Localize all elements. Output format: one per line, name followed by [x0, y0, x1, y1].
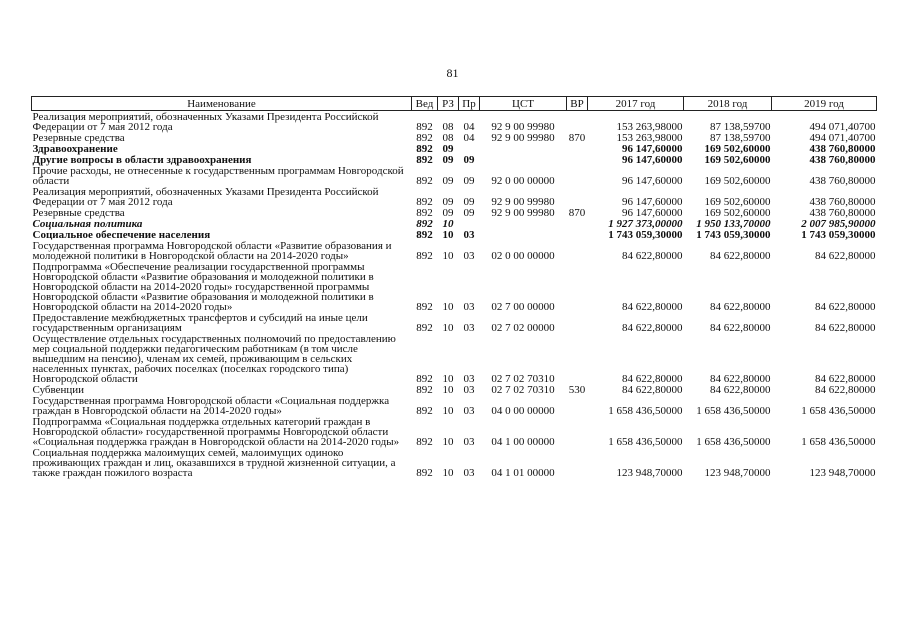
cell-rz: 10: [442, 436, 454, 448]
cell-2017: 96 147,60000: [622, 175, 683, 187]
cell-2017: 96 147,60000: [622, 143, 683, 155]
cell-ved: 892: [416, 467, 433, 479]
row-name: Резервные средства: [32, 132, 125, 144]
row-name: Социальное обеспечение населения: [32, 229, 211, 241]
cell-2019: 438 760,80000: [809, 143, 876, 155]
cell-2019: 438 760,80000: [809, 154, 876, 166]
table-header-row: [32, 97, 877, 111]
table-row: [32, 165, 877, 186]
row-name: Резервные средства: [32, 207, 125, 219]
cell-2017: 96 147,60000: [622, 196, 683, 208]
cell-pr: 03: [463, 384, 475, 396]
cell-2019: 1 743 059,30000: [801, 229, 876, 241]
cell-pr: 09: [463, 196, 475, 208]
row-name: Подпрограмма «Обеспечение реализации государственной программы Новгородской области «Развитие образования и молодежной политики в Новгородской области на 2014-2020 годы» государственной программы Новгородской области «Развитие образования и молодежной политики в Новгородской области на 2014-2020 годы»: [32, 261, 374, 313]
column-header: 2019 год: [772, 97, 877, 111]
cell-cst: 02 7 02 70310: [491, 384, 555, 396]
column-header: РЗ: [438, 97, 459, 111]
cell-rz: 08: [442, 132, 454, 144]
cell-vr: [567, 154, 588, 165]
cell-pr: 09: [463, 175, 475, 187]
cell-rz: 10: [442, 250, 454, 262]
cell-vr: [567, 261, 588, 312]
cell-pr: [459, 218, 480, 229]
cell-2018: 1 658 436,50000: [696, 405, 771, 417]
cell-rz: 10: [442, 229, 454, 241]
cell-ved: 892: [416, 132, 433, 144]
table-row: [32, 261, 877, 312]
cell-ved: 892: [416, 436, 433, 448]
cell-cst: 92 0 00 00000: [491, 175, 555, 187]
cell-2019: 494 071,40700: [809, 132, 876, 144]
cell-pr: 03: [463, 322, 475, 334]
cell-2019: 84 622,80000: [815, 250, 876, 262]
cell-vr: [567, 416, 588, 447]
cell-ved: 892: [416, 121, 433, 133]
cell-2018: 123 948,70000: [704, 467, 771, 479]
cell-2019: 438 760,80000: [809, 207, 876, 219]
cell-pr: 04: [463, 132, 475, 144]
table-row: [32, 154, 877, 165]
row-name: Государственная программа Новгородской области «Развитие образования и молодежной политики в Новгородской области на 2014-2020 годы»: [32, 240, 392, 262]
cell-2018: 84 622,80000: [710, 384, 771, 396]
cell-cst: 02 0 00 00000: [491, 250, 555, 262]
cell-2018: 169 502,60000: [704, 207, 771, 219]
cell-2018: 1 950 133,70000: [696, 218, 771, 230]
row-name: Реализация мероприятий, обозначенных Указами Президента Российской Федерации от 7 мая 2012 года: [32, 186, 379, 208]
cell-pr: 04: [463, 121, 475, 133]
cell-ved: 892: [416, 322, 433, 334]
cell-2019: 2 007 985,90000: [801, 218, 876, 230]
table-row: [32, 143, 877, 154]
cell-pr: 09: [463, 207, 475, 219]
cell-pr: 03: [463, 405, 475, 417]
table-row: [32, 229, 877, 240]
budget-table: [31, 96, 877, 478]
cell-ved: 892: [416, 405, 433, 417]
cell-cst: 92 9 00 99980: [491, 132, 555, 144]
cell-2017: 1 658 436,50000: [608, 436, 683, 448]
row-name: Подпрограмма «Социальная поддержка отдельных категорий граждан в Новгородской области» государственной программы Новгородской области «Социальная поддержка граждан в Новгородской области на 2014-2020 годы»: [32, 416, 400, 448]
table-row: [32, 132, 877, 143]
cell-2017: 84 622,80000: [622, 301, 683, 313]
cell-ved: 892: [416, 196, 433, 208]
cell-2017: 153 263,98000: [616, 121, 683, 133]
cell-ved: 892: [416, 175, 433, 187]
cell-2019: 123 948,70000: [809, 467, 876, 479]
cell-vr: [567, 312, 588, 333]
cell-2017: 96 147,60000: [622, 207, 683, 219]
cell-ved: 892: [416, 207, 433, 219]
column-header: 2018 год: [684, 97, 772, 111]
cell-rz: 08: [442, 121, 454, 133]
cell-2017: 84 622,80000: [622, 384, 683, 396]
table-row: [32, 384, 877, 395]
cell-ved: 892: [416, 384, 433, 396]
cell-cst: 04 0 00 00000: [491, 405, 555, 417]
table-row: [32, 312, 877, 333]
table-row: [32, 333, 877, 384]
column-header: Пр: [459, 97, 480, 111]
cell-2018: 169 502,60000: [704, 154, 771, 166]
cell-vr: [567, 229, 588, 240]
table-row: [32, 186, 877, 207]
cell-pr: 03: [463, 229, 475, 241]
table-row: [32, 240, 877, 261]
cell-2018: 169 502,60000: [704, 196, 771, 208]
row-name: Прочие расходы, не отнесенные к государственным программам Новгородской области: [32, 165, 404, 187]
cell-vr: [567, 395, 588, 416]
row-name: Осуществление отдельных государственных полномочий по предоставлению мер социальной поддержки педагогическим работникам (в том числе вышедшим на пенсию), членам их семей, проживающим в сельских населенных пунктах, рабочих поселках (поселках городского типа) Новгородской области: [32, 333, 396, 385]
column-header: Наименование: [32, 97, 412, 111]
cell-ved: 892: [416, 373, 433, 385]
cell-vr: [567, 333, 588, 384]
cell-2019: 84 622,80000: [815, 322, 876, 334]
cell-2017: 123 948,70000: [616, 467, 683, 479]
cell-2019: 494 071,40700: [809, 121, 876, 133]
cell-ved: 892: [416, 143, 433, 155]
cell-vr: [567, 447, 588, 478]
row-name: Социальная поддержка малоимущих семей, малоимущих одиноко проживающих граждан и лиц, оказавшихся в трудной жизненной ситуации, а также граждан пожилого возраста: [32, 447, 396, 479]
cell-2017: 84 622,80000: [622, 322, 683, 334]
cell-vr: 870: [568, 132, 586, 144]
cell-vr: [567, 111, 588, 133]
cell-cst: 02 7 00 00000: [491, 301, 555, 313]
cell-rz: 10: [442, 322, 454, 334]
cell-2019: 1 658 436,50000: [801, 436, 876, 448]
cell-2019: 84 622,80000: [815, 301, 876, 313]
cell-pr: 03: [463, 436, 475, 448]
cell-ved: 892: [416, 218, 433, 230]
cell-rz: 09: [442, 154, 454, 166]
cell-cst: [480, 229, 567, 240]
column-header: ЦСТ: [480, 97, 567, 111]
cell-ved: 892: [416, 154, 433, 166]
table-row: [32, 447, 877, 478]
row-name: Социальная политика: [32, 218, 143, 230]
cell-2017: 153 263,98000: [616, 132, 683, 144]
cell-2019: 84 622,80000: [815, 373, 876, 385]
cell-vr: 530: [568, 384, 586, 396]
row-name: Здравоохранение: [32, 143, 118, 155]
table-row: [32, 207, 877, 218]
cell-vr: [567, 165, 588, 186]
cell-2018: 169 502,60000: [704, 175, 771, 187]
page-number: 81: [446, 66, 459, 80]
cell-rz: 10: [442, 373, 454, 385]
cell-2017: 96 147,60000: [622, 154, 683, 166]
cell-rz: 09: [442, 196, 454, 208]
row-name: Предоставление межбюджетных трансфертов и субсидий на иные цели государственным организациям: [32, 312, 368, 334]
cell-2017: 84 622,80000: [622, 250, 683, 262]
cell-2019: 438 760,80000: [809, 196, 876, 208]
cell-2019: 1 658 436,50000: [801, 405, 876, 417]
cell-rz: 09: [442, 175, 454, 187]
cell-pr: 09: [463, 154, 475, 166]
cell-rz: 09: [442, 207, 454, 219]
cell-pr: 03: [463, 250, 475, 262]
cell-cst: 04 1 01 00000: [491, 467, 555, 479]
row-name: Другие вопросы в области здравоохранения: [32, 154, 252, 166]
cell-2018: 169 502,60000: [704, 143, 771, 155]
cell-2018: 1 743 059,30000: [696, 229, 771, 241]
cell-vr: [567, 240, 588, 261]
cell-cst: 04 1 00 00000: [491, 436, 555, 448]
cell-2018: 87 138,59700: [710, 121, 771, 133]
cell-2018: 84 622,80000: [710, 301, 771, 313]
cell-2018: 1 658 436,50000: [696, 436, 771, 448]
cell-2017: 84 622,80000: [622, 373, 683, 385]
cell-vr: [567, 218, 588, 229]
cell-pr: [459, 143, 480, 154]
cell-ved: 892: [416, 229, 433, 241]
cell-rz: 10: [442, 405, 454, 417]
table-row: [32, 111, 877, 133]
cell-cst: 92 9 00 99980: [491, 196, 555, 208]
cell-2018: 84 622,80000: [710, 322, 771, 334]
cell-pr: 03: [463, 301, 475, 313]
row-name: Субвенции: [32, 384, 85, 396]
table-row: [32, 218, 877, 229]
column-header: ВР: [567, 97, 588, 111]
cell-2019: 84 622,80000: [815, 384, 876, 396]
table-body: [32, 111, 877, 479]
cell-2017: 1 658 436,50000: [608, 405, 683, 417]
row-name: Реализация мероприятий, обозначенных Указами Президента Российской Федерации от 7 мая 2012 года: [32, 111, 379, 133]
cell-rz: 10: [442, 218, 454, 230]
table-row: [32, 416, 877, 447]
cell-2018: 84 622,80000: [710, 373, 771, 385]
cell-2017: 1 743 059,30000: [608, 229, 683, 241]
cell-ved: 892: [416, 301, 433, 313]
cell-cst: [480, 143, 567, 154]
cell-vr: [567, 143, 588, 154]
cell-rz: 10: [442, 301, 454, 313]
cell-ved: 892: [416, 250, 433, 262]
cell-rz: 10: [442, 384, 454, 396]
table-row: [32, 395, 877, 416]
column-header: 2017 год: [588, 97, 684, 111]
cell-cst: [480, 218, 567, 229]
cell-2018: 84 622,80000: [710, 250, 771, 262]
cell-rz: 10: [442, 467, 454, 479]
cell-2019: 438 760,80000: [809, 175, 876, 187]
cell-rz: 09: [442, 143, 454, 155]
row-name: Государственная программа Новгородской области «Социальная поддержка граждан в Новгородской области на 2014-2020 годы»: [32, 395, 390, 417]
cell-cst: 92 9 00 99980: [491, 121, 555, 133]
cell-2017: 1 927 373,00000: [608, 218, 683, 230]
cell-vr: [567, 186, 588, 207]
cell-vr: 870: [568, 207, 586, 219]
cell-cst: [480, 154, 567, 165]
cell-pr: 03: [463, 373, 475, 385]
cell-2018: 87 138,59700: [710, 132, 771, 144]
cell-cst: 02 7 02 70310: [491, 373, 555, 385]
cell-cst: 02 7 02 00000: [491, 322, 555, 334]
cell-pr: 03: [463, 467, 475, 479]
column-header: Вед: [412, 97, 438, 111]
cell-cst: 92 9 00 99980: [491, 207, 555, 219]
